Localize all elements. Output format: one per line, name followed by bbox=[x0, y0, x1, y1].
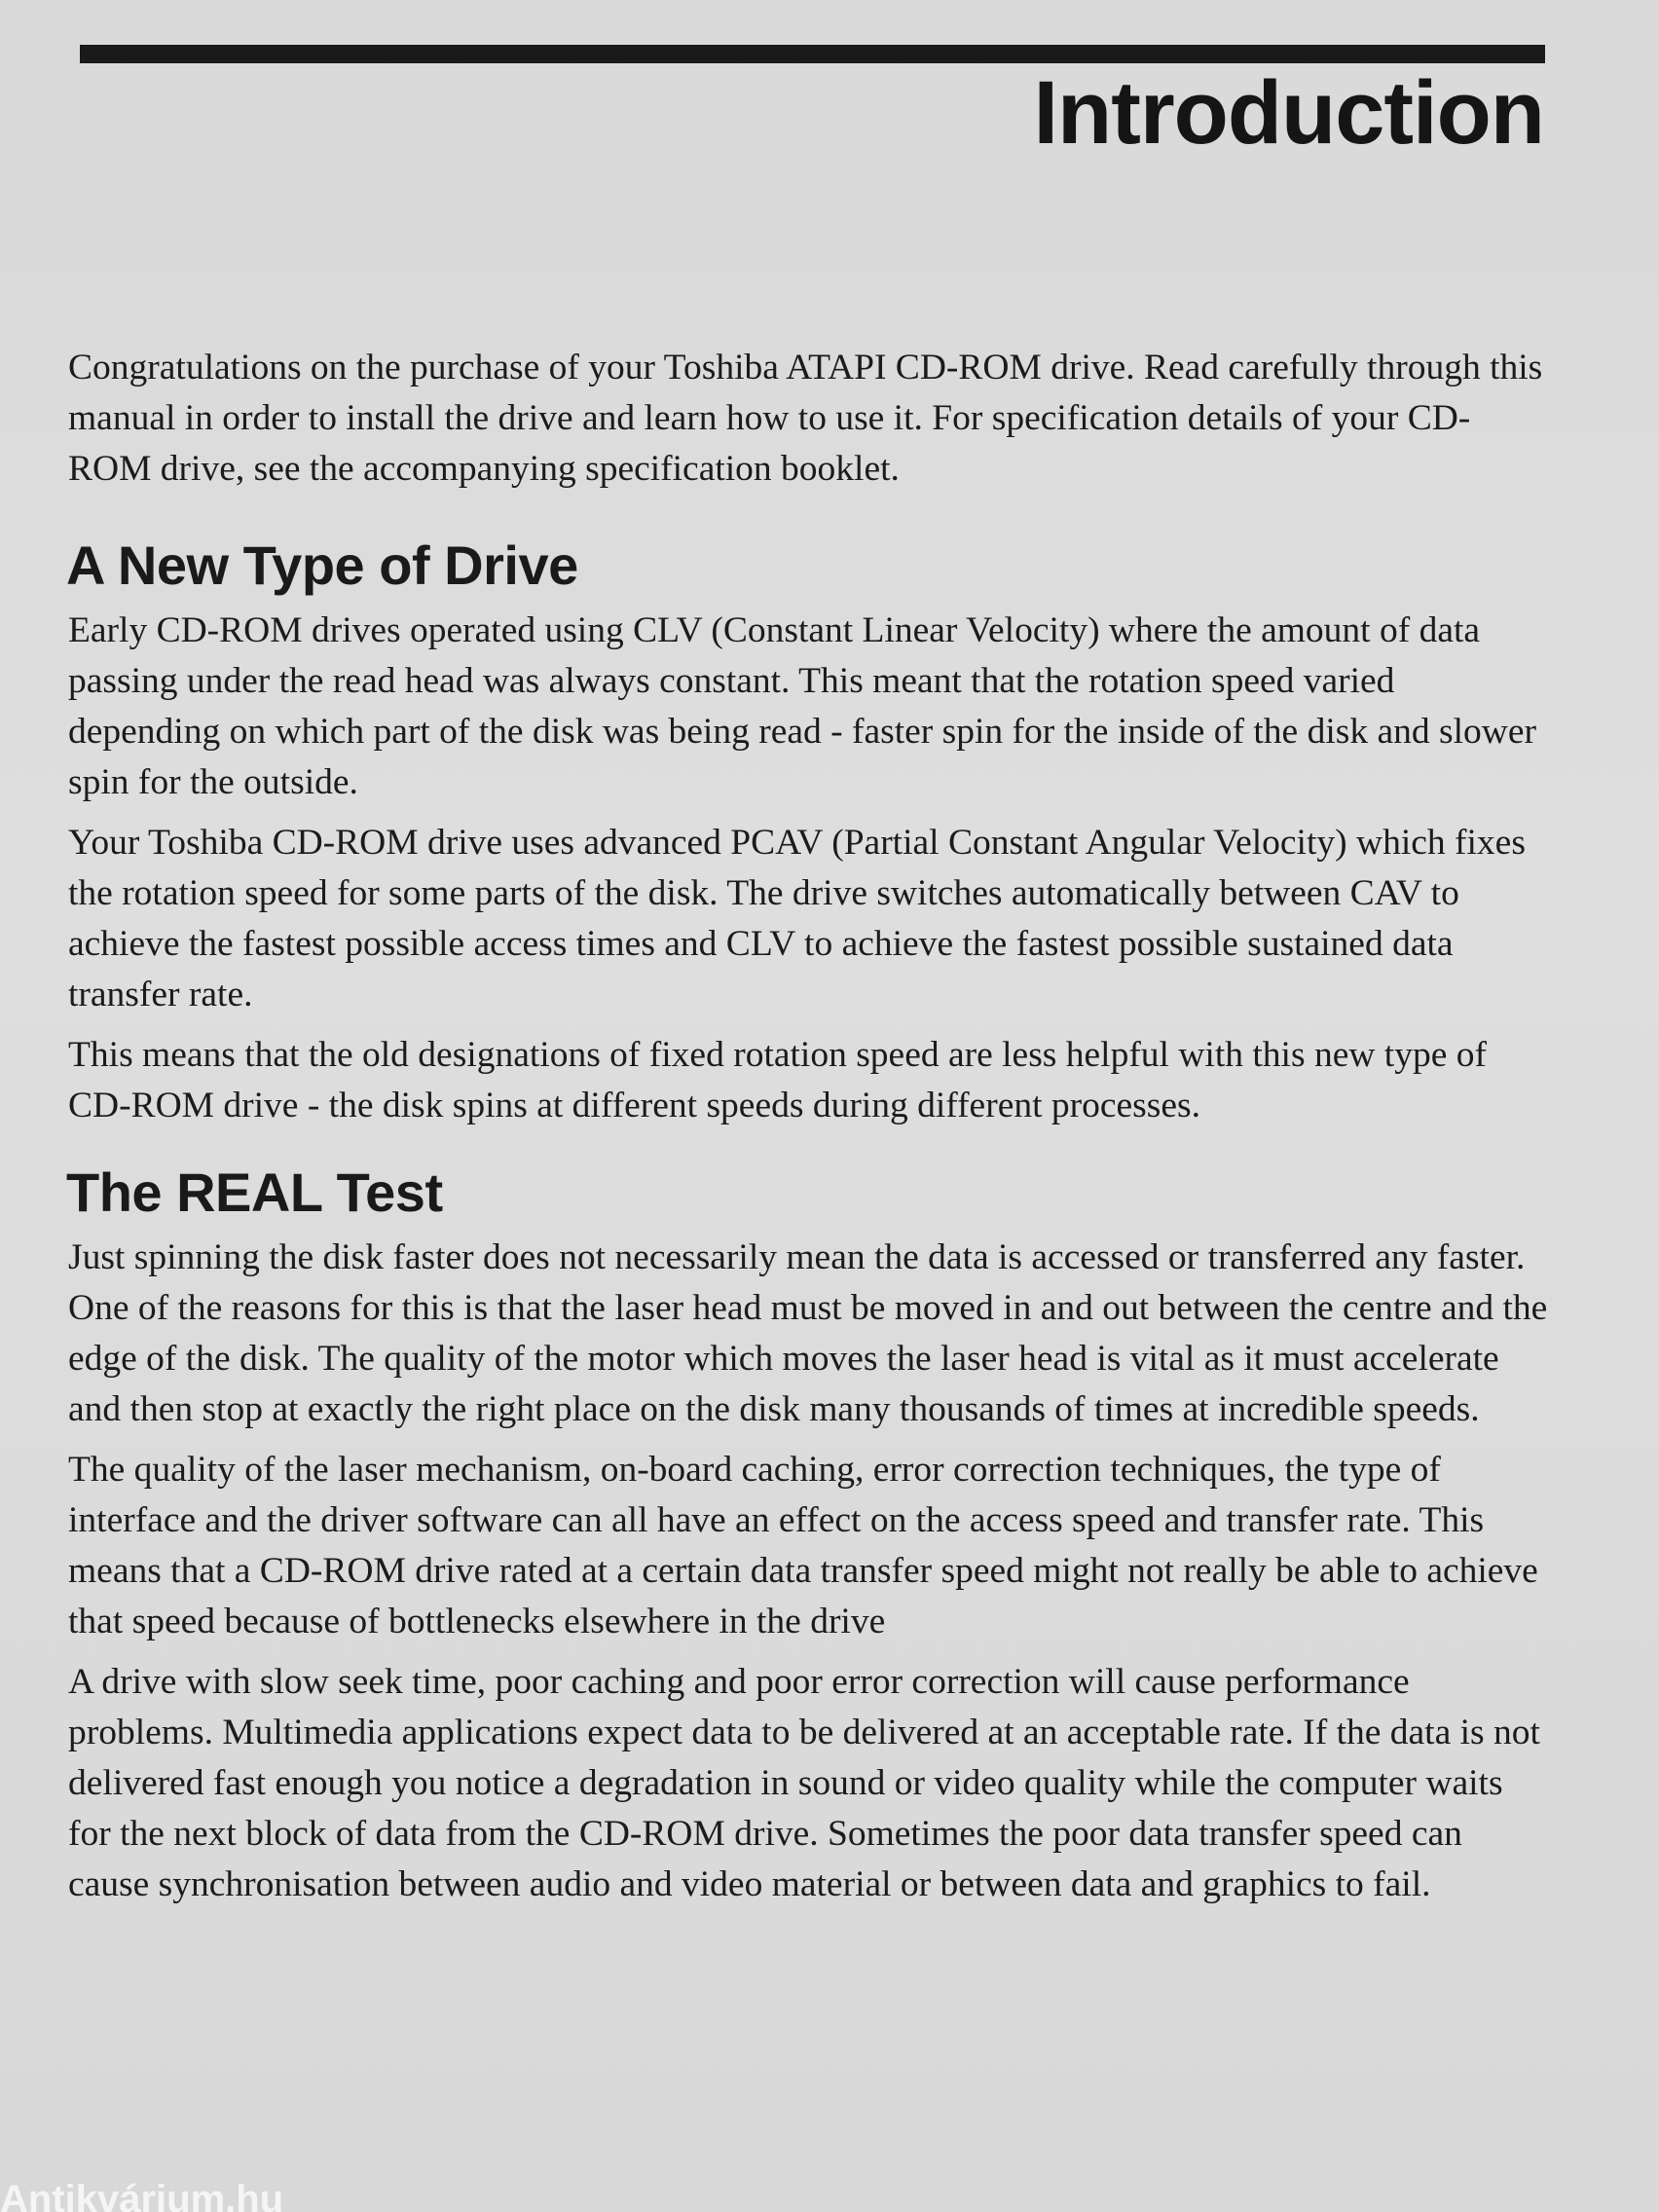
page-title: Introduction bbox=[1033, 63, 1544, 163]
header-rule bbox=[80, 45, 1545, 63]
section-heading-real-test: The REAL Test bbox=[66, 1161, 443, 1223]
section-heading-new-type: A New Type of Drive bbox=[66, 535, 578, 596]
watermark: Antikvárium.hu bbox=[0, 2178, 284, 2212]
intro-paragraph: Congratulations on the purchase of your Toshiba ATAPI CD-ROM drive. Read carefully through this manual in order to install the drive and learn how to use it. For specification details of your CD-ROM drive, see the accompanying specification booklet. bbox=[68, 348, 1543, 489]
page-content bbox=[68, 343, 1548, 1920]
paragraph: Early CD-ROM drives operated using CLV (Constant Linear Velocity) where the amount of data passing under the read head was always constant. This meant that the rotation speed varied depending on which part of the disk was being read - faster spin for the inside of the disk and slower spin for the outside. bbox=[68, 610, 1536, 802]
paragraph: A drive with slow seek time, poor caching and poor error correction will cause performance problems. Multimedia applications expect data to be delivered at an acceptable rate. If the data is not delivered fast enough you notice a degradation in sound or video quality while the computer waits for the next block of data from the CD-ROM drive. Sometimes the poor data transfer speed can cause synchronisation between audio and video material or between data and graphics to fail. bbox=[68, 1662, 1540, 1904]
paragraph: Just spinning the disk faster does not necessarily mean the data is accessed or transferred any faster. One of the reasons for this is that the laser head must be moved in and out between the centre and the edge of the disk. The quality of the motor which moves the laser head is vital as it must accelerate and then stop at exactly the right place on the disk many thousands of times at incredible speeds. bbox=[68, 1237, 1548, 1429]
paragraph: Your Toshiba CD-ROM drive uses advanced PCAV (Partial Constant Angular Velocity) which fixes the rotation speed for some parts of the disk. The drive switches automatically between CAV to achieve the fastest possible access times and CLV to achieve the fastest possible sustained data transfer rate. bbox=[68, 823, 1526, 1014]
paragraph: This means that the old designations of fixed rotation speed are less helpful with this new type of CD-ROM drive - the disk spins at different speeds during different processes. bbox=[68, 1035, 1487, 1125]
paragraph: The quality of the laser mechanism, on-board caching, error correction techniques, the type of interface and the driver software can all have an effect on the access speed and transfer rate. This means that a CD-ROM drive rated at a certain data transfer speed might not really be able to achieve that speed because of bottlenecks elsewhere in the drive bbox=[68, 1450, 1538, 1641]
